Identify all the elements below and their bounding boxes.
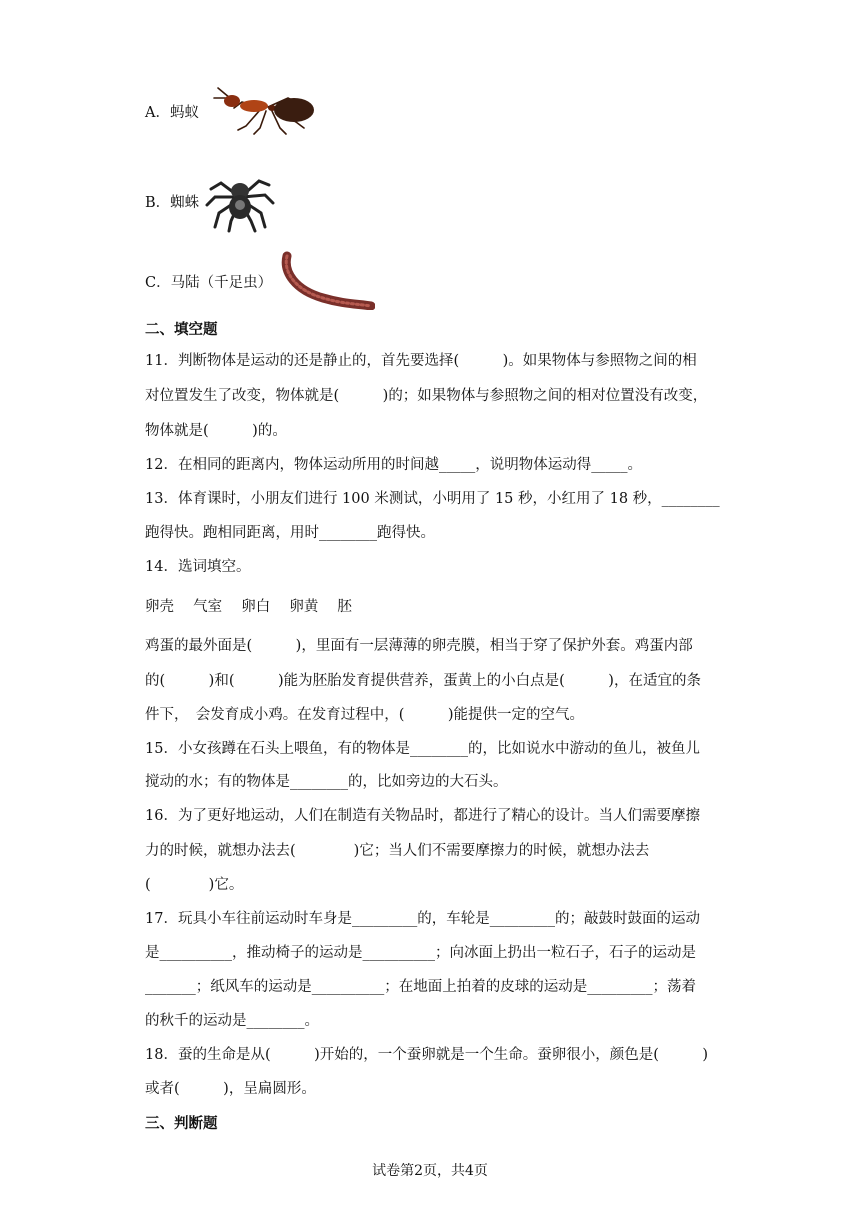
- word-choices: 卵壳 气室 卵白 卵黄 胚: [145, 599, 352, 615]
- question-line: 17．玩具小车往前运动时车身是_________的，车轮是_________的；敲鼓时鼓面的运动: [145, 911, 700, 927]
- question-line: _______；纸风车的运动是__________；在地面上拍着的皮球的运动是_________；荡着: [145, 979, 696, 995]
- question-line: 或者( )，呈扁圆形。: [145, 1081, 316, 1097]
- question-line: 件下， 会发育成小鸡。在发育过程中，( )能提供一定的空气。: [145, 707, 585, 723]
- question-line: 的秋千的运动是________。: [145, 1013, 319, 1029]
- question-line: 搅动的水；有的物体是________的，比如旁边的大石头。: [145, 774, 508, 790]
- question-line: 鸡蛋的最外面是( )，里面有一层薄薄的卵壳膜，相当于穿了保护外套。鸡蛋内部: [145, 638, 693, 654]
- spider-icon: [203, 165, 277, 235]
- question-line: 15．小女孩蹲在石头上喂鱼，有的物体是________的，比如说水中游动的鱼儿，被鱼儿: [145, 741, 700, 757]
- question-line: 12．在相同的距离内，物体运动所用的时间越_____，说明物体运动得_____。: [145, 457, 642, 473]
- question-line: 力的时候，就想办法去( )它；当人们不需要摩擦力的时候，就想办法去: [145, 843, 650, 859]
- section-title-true-false: 三、判断题: [145, 1115, 218, 1132]
- option-b: B．蜘蛛: [145, 195, 200, 211]
- option-c: C．马陆（千足虫）: [145, 275, 273, 291]
- question-line: 11．判断物体是运动的还是静止的，首先要选择( )。如果物体与参照物之间的相: [145, 353, 697, 369]
- ant-icon: [200, 76, 332, 142]
- question-line: 物体就是( )的。: [145, 423, 287, 439]
- question-line: 对位置发生了改变，物体就是( )的；如果物体与参照物之间的相对位置没有改变，: [145, 388, 708, 404]
- question-line: 是__________，推动椅子的运动是__________；向冰面上扔出一粒石子，石子的运动是: [145, 945, 696, 961]
- question-line: 18．蚕的生命是从( )开始的，一个蚕卵就是一个生命。蚕卵很小，颜色是( ): [145, 1047, 709, 1063]
- option-a: A．蚂蚁: [145, 105, 199, 121]
- section-title-fill-blank: 二、填空题: [145, 321, 218, 338]
- question-line: 跑得快。跑相同距离，用时________跑得快。: [145, 525, 435, 541]
- question-line: 13．体育课时，小朋友们进行 100 米测试，小明用了 15 秒，小红用了 18 秒，________: [145, 491, 720, 507]
- page-footer: 试卷第2页，共4页: [372, 1163, 488, 1179]
- millipede-icon: [273, 250, 375, 310]
- question-line: 16．为了更好地运动，人们在制造有关物品时，都进行了精心的设计。当人们需要摩擦: [145, 808, 700, 824]
- question-line: 的( )和( )能为胚胎发育提供营养，蛋黄上的小白点是( )，在适宜的条: [145, 673, 701, 689]
- question-line: ( )它。: [145, 877, 244, 893]
- question-line: 14．选词填空。: [145, 559, 251, 575]
